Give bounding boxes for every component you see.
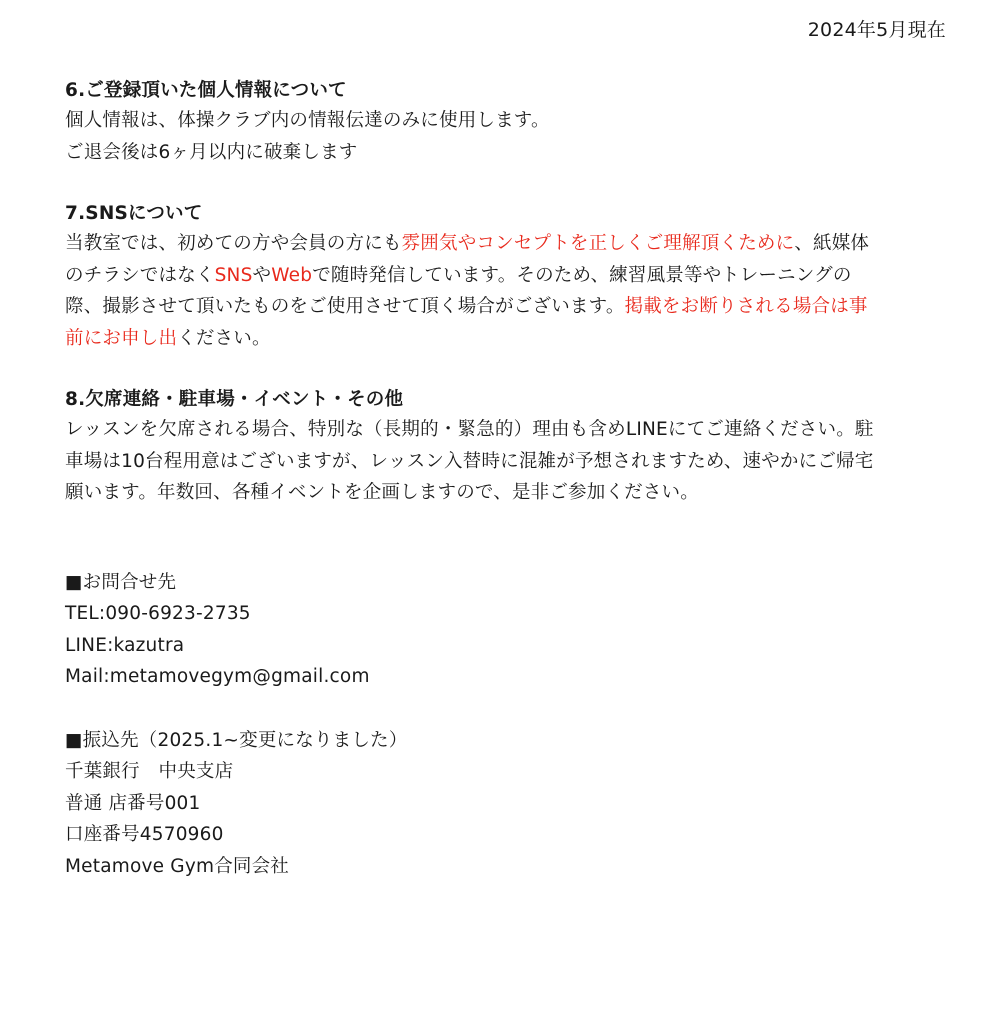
section-7-highlight-web: Web: [271, 264, 313, 286]
bank-heading: ■振込先（2025.1~変更になりました）: [65, 729, 408, 751]
section-7-highlight: 雰囲気やコンセプトを正しくご理解頂くために: [401, 233, 795, 254]
section-6-line-1: 個人情報は、体操クラブ内の情報伝達のみに使用します。: [65, 110, 550, 131]
section-7-text: のチラシではなく: [65, 264, 215, 286]
bank-holder: Metamove Gym合同会社: [65, 855, 289, 877]
section-7-text: ください。: [177, 327, 271, 349]
section-7-line-3: [65, 291, 945, 323]
contact-mail: Mail:metamovegym@gmail.com: [65, 666, 370, 687]
section-8-line-1: レッスンを欠席される場合、特別な（長期的・緊急的）理由も含めLINEにてご連絡ください。駐: [65, 419, 874, 440]
section-sns: [65, 201, 945, 354]
section-7-line-4: [65, 323, 945, 355]
bank-account: 口座番号4570960: [65, 824, 224, 845]
section-8-line-2: 車場は10台程用意はございますが、レッスン入替時に混雑が予想されますため、速やかにご帰宅: [65, 450, 874, 472]
contact-tel: TEL:090-6923-2735: [65, 603, 251, 624]
section-7-line-2: [65, 260, 945, 292]
section-7-text: 、紙媒体: [794, 233, 870, 254]
section-7-text: 際、撮影させて頂いたものをご使用させて頂く場合がございます。: [65, 296, 625, 317]
section-7-text: で随時発信しています。そのため、練習風景等やトレーニングの: [312, 264, 852, 286]
section-7-highlight: 掲載をお断りされる場合は事: [624, 296, 868, 317]
section-7-title: 7.SNSについて: [65, 203, 203, 224]
section-7-line-1: [65, 228, 945, 260]
section-7-text: 当教室では、初めての方や会員の方にも: [65, 233, 402, 254]
contact-heading: ■お問合せ先: [65, 571, 177, 593]
contact-info: [65, 567, 945, 693]
section-6-title: 6.ご登録頂いた個人情報について: [65, 80, 347, 101]
section-7-text: や: [252, 264, 272, 286]
section-8-title: 8.欠席連絡・駐車場・イベント・その他: [65, 389, 404, 410]
contact-line-id: LINE:kazutra: [65, 634, 185, 656]
bank-info: [65, 725, 945, 883]
section-7-highlight: 前にお申し出: [65, 327, 178, 349]
document-body: [65, 78, 945, 882]
section-8-line-3: 願います。年数回、各種イベントを企画しますので、是非ご参加ください。: [65, 482, 699, 503]
bank-name: 千葉銀行 中央支店: [65, 761, 234, 782]
bank-branch: 普通 店番号001: [65, 792, 201, 814]
section-absence-parking-events: [65, 387, 945, 509]
section-6-line-2: ご退会後は6ヶ月以内に破棄します: [65, 141, 358, 163]
as-of-date: 2024年5月現在: [807, 19, 946, 41]
section-7-highlight-sns: SNS: [214, 264, 253, 286]
section-personal-info: [65, 78, 945, 168]
